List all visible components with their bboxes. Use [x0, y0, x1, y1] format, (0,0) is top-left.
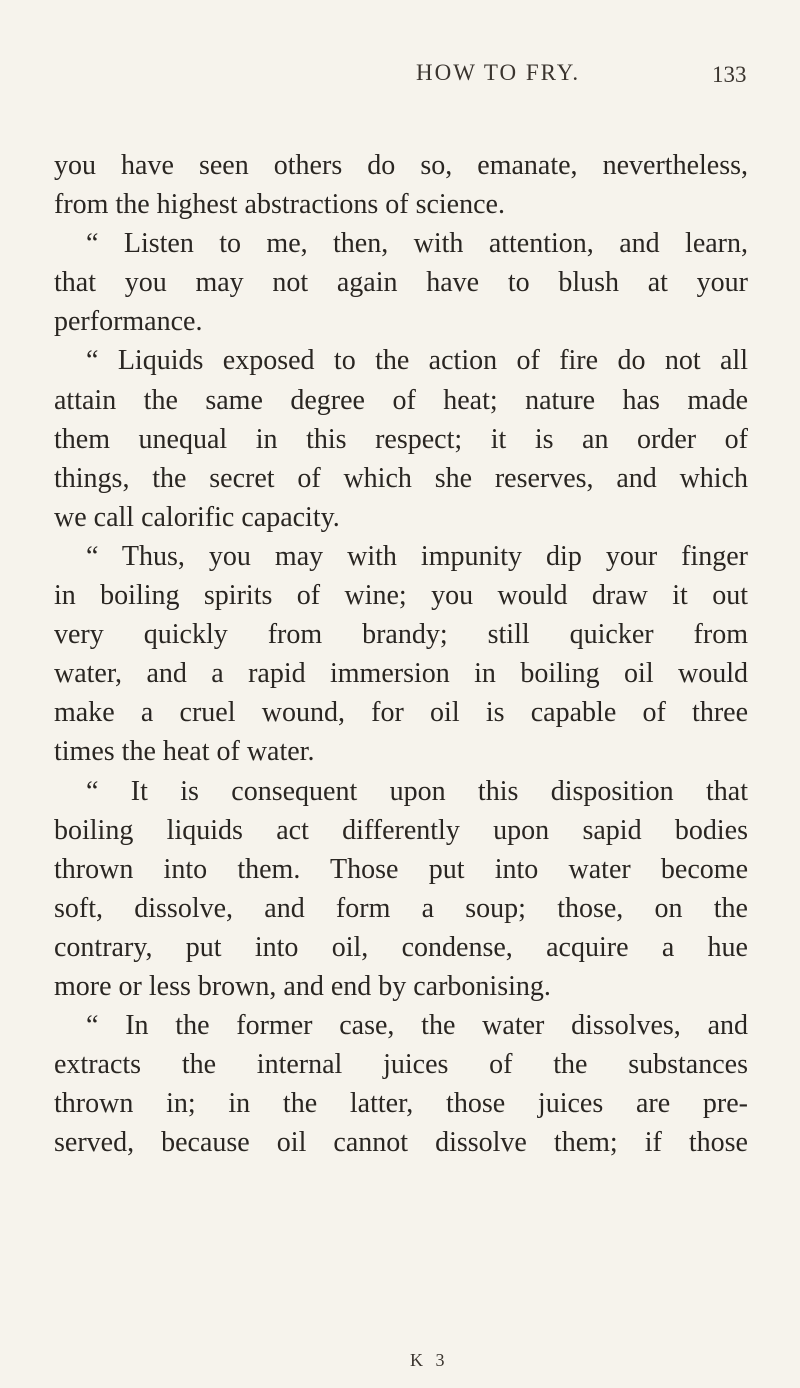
text-line: more or less brown, and end by carbonising. — [54, 970, 551, 1002]
text-line: contrary, put into oil, condense, acquire a hue — [54, 931, 748, 963]
text-line: them unequal in this respect; it is an order of — [54, 423, 748, 455]
text-line: extracts the internal juices of the substances — [54, 1049, 748, 1081]
text-line: times the heat of water. — [54, 736, 315, 768]
text-line: in boiling spirits of wine; you would draw it out — [54, 580, 748, 612]
running-head — [0, 60, 800, 100]
text-line: make a cruel wound, for oil is capable of three — [54, 697, 748, 729]
text-line: boiling liquids act differently upon sapid bodies — [54, 814, 748, 846]
text-line: you have seen others do so, emanate, nevertheless, — [54, 150, 748, 181]
text-line: attain the same degree of heat; nature has made — [54, 384, 748, 416]
text-line: things, the secret of which she reserves, and which — [54, 462, 748, 494]
signature-mark: K 3 — [410, 1350, 449, 1370]
text-line: water, and a rapid immersion in boiling oil would — [54, 658, 748, 690]
text-line: “ It is consequent upon this disposition that — [86, 775, 748, 807]
text-line: thrown in; in the latter, those juices are pre- — [54, 1088, 748, 1120]
text-line: performance. — [54, 306, 203, 338]
text-line: from the highest abstractions of science. — [54, 189, 505, 221]
page-number: 133 — [712, 62, 747, 87]
text-line: “ Thus, you may with impunity dip your finger — [86, 540, 748, 572]
body-text — [54, 146, 748, 1162]
text-line: we call calorific capacity. — [54, 501, 340, 533]
text-line: thrown into them. Those put into water become — [54, 853, 748, 885]
text-line: “ In the former case, the water dissolves, and — [86, 1010, 748, 1042]
text-line: soft, dissolve, and form a soup; those, on the — [54, 892, 748, 924]
text-line: very quickly from brandy; still quicker from — [54, 619, 748, 651]
text-line: that you may not again have to blush at your — [54, 267, 748, 299]
text-line: “ Listen to me, then, with attention, and learn, — [86, 228, 748, 260]
running-title: HOW TO FRY. — [416, 60, 581, 85]
text-line: served, because oil cannot dissolve them; if those — [54, 1127, 748, 1159]
text-line: “ Liquids exposed to the action of fire do not all — [86, 345, 748, 377]
